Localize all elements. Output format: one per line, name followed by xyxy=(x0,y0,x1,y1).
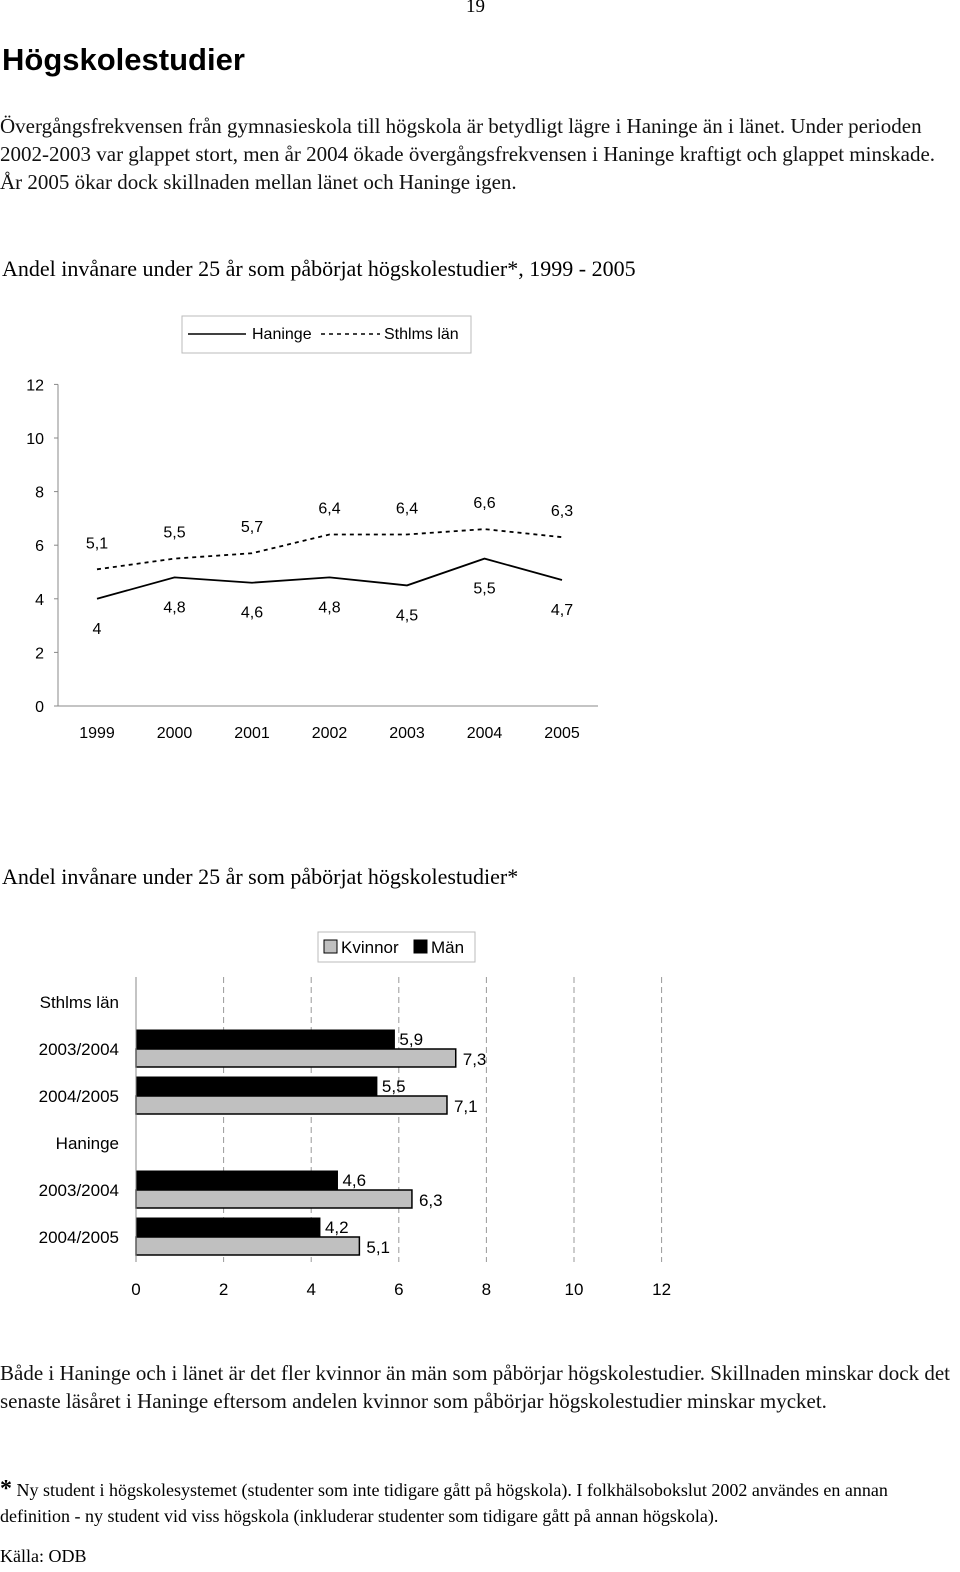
x-tick-label: 8 xyxy=(481,1280,492,1299)
x-tick-label: 2001 xyxy=(234,725,270,742)
y-tick-label: 2 xyxy=(35,645,44,663)
x-tick-label: 12 xyxy=(652,1280,672,1299)
legend-label-kvinnor: Kvinnor xyxy=(341,938,399,957)
category-label-year: 2004/2005 xyxy=(38,1228,119,1247)
legend-label-sthlm: Sthlms län xyxy=(384,326,459,343)
x-tick-label: 2 xyxy=(218,1280,229,1299)
x-tick-label: 6 xyxy=(394,1280,404,1299)
data-label-kvinnor: 6,3 xyxy=(418,1191,443,1210)
intro-paragraph: Övergångsfrekvensen från gymnasieskola till högskola är betydligt lägre i Haninge än i länet. Under perioden 2002-2003 var glappet stort, men år 2004 ökade övergångsfrekvensen i Haninge kraftigt och glappet minskade. År 2005 ökar dock skillnaden mellan länet och Haninge igen. xyxy=(0,114,936,194)
data-label-sthlm: 5,1 xyxy=(85,535,109,553)
legend-label-haninge: Haninge xyxy=(252,326,312,343)
footnote-text: Ny student i högskolesystemet (studenter som inte tidigare gått på högskola). I folkhälsobokslut 2002 användes en annan definition - ny student vid viss högskola (inkluderar studenter som tidigare gått på annan högskola). xyxy=(0,1480,888,1526)
data-label-haninge: 5,5 xyxy=(473,580,496,598)
category-label-group: Haninge xyxy=(55,1134,119,1153)
data-label-sthlm: 6,6 xyxy=(473,495,496,513)
data-label-haninge: 4,7 xyxy=(550,602,574,620)
bar-kvinnor xyxy=(136,1049,456,1067)
y-tick-label: 12 xyxy=(26,377,44,395)
category-label-year: 2003/2004 xyxy=(38,1040,119,1059)
y-tick-label: 10 xyxy=(26,431,44,448)
source-note: Källa: ODB xyxy=(0,1546,87,1566)
bar-man xyxy=(136,1171,337,1189)
y-tick-label: 8 xyxy=(35,484,44,502)
x-tick-label: 2005 xyxy=(544,725,580,742)
data-label-haninge: 4,8 xyxy=(318,599,341,617)
legend-label-man: Män xyxy=(431,938,465,957)
data-label-haninge: 4,8 xyxy=(163,599,186,617)
line-chart-title: Andel invånare under 25 år som påbörjat högskolestudier*, 1999 - 2005 xyxy=(2,256,636,281)
data-label-kvinnor: 7,1 xyxy=(453,1097,478,1116)
data-label-kvinnor: 7,3 xyxy=(462,1050,487,1069)
page-title: Högskolestudier xyxy=(2,42,245,77)
data-label-sthlm: 5,7 xyxy=(240,519,264,537)
data-label-sthlm: 6,4 xyxy=(318,500,341,518)
page-number: 19 xyxy=(466,0,485,17)
legend-swatch-man xyxy=(414,940,427,953)
x-tick-label: 0 xyxy=(131,1280,141,1299)
data-label-haninge: 4,5 xyxy=(395,607,419,625)
data-label-sthlm: 6,3 xyxy=(550,503,574,521)
legend-swatch-kvinnor xyxy=(324,940,337,953)
conclusion-paragraph: Både i Haninge och i länet är det fler kvinnor än män som påbörjar högskolestudier. Skillnaden minskar dock det senaste läsåret i Haninge eftersom andelen kvinnor som påbörjar högskolestudier minskar mycket. xyxy=(0,1361,951,1413)
bar-chart-title: Andel invånare under 25 år som påbörjat högskolestudier* xyxy=(2,864,519,889)
x-tick-label: 2002 xyxy=(311,725,348,742)
x-tick-label: 2003 xyxy=(389,725,425,742)
category-label-year: 2004/2005 xyxy=(38,1087,119,1106)
x-tick-label: 1999 xyxy=(79,725,115,742)
data-label-man: 4,6 xyxy=(342,1171,367,1190)
data-label-sthlm: 6,4 xyxy=(395,500,419,518)
y-tick-label: 0 xyxy=(35,699,44,716)
line-chart xyxy=(0,300,960,760)
bar-kvinnor xyxy=(136,1190,412,1208)
data-label-kvinnor: 5,1 xyxy=(366,1238,391,1257)
y-tick-label: 6 xyxy=(35,538,44,556)
category-label-group: Sthlms län xyxy=(39,993,119,1012)
x-tick-label: 2004 xyxy=(466,725,503,742)
x-tick-label: 10 xyxy=(564,1280,584,1299)
x-tick-label: 2000 xyxy=(156,725,193,742)
bar-man xyxy=(136,1218,320,1236)
bar-kvinnor xyxy=(136,1237,359,1255)
bar-man xyxy=(136,1077,377,1095)
data-label-man: 5,9 xyxy=(399,1030,424,1049)
data-label-sthlm: 5,5 xyxy=(163,524,186,542)
bar-chart xyxy=(0,922,960,1312)
footnote xyxy=(0,1476,958,1529)
data-label-man: 5,5 xyxy=(381,1077,406,1096)
bar-man xyxy=(136,1030,394,1048)
data-label-man: 4,2 xyxy=(324,1218,349,1237)
category-label-year: 2003/2004 xyxy=(38,1181,119,1200)
x-tick-label: 4 xyxy=(306,1280,316,1299)
footnote-star: * xyxy=(0,1476,12,1502)
data-label-haninge: 4 xyxy=(92,620,102,638)
data-label-haninge: 4,6 xyxy=(240,604,264,622)
y-tick-label: 4 xyxy=(35,591,44,609)
bar-kvinnor xyxy=(136,1096,447,1114)
